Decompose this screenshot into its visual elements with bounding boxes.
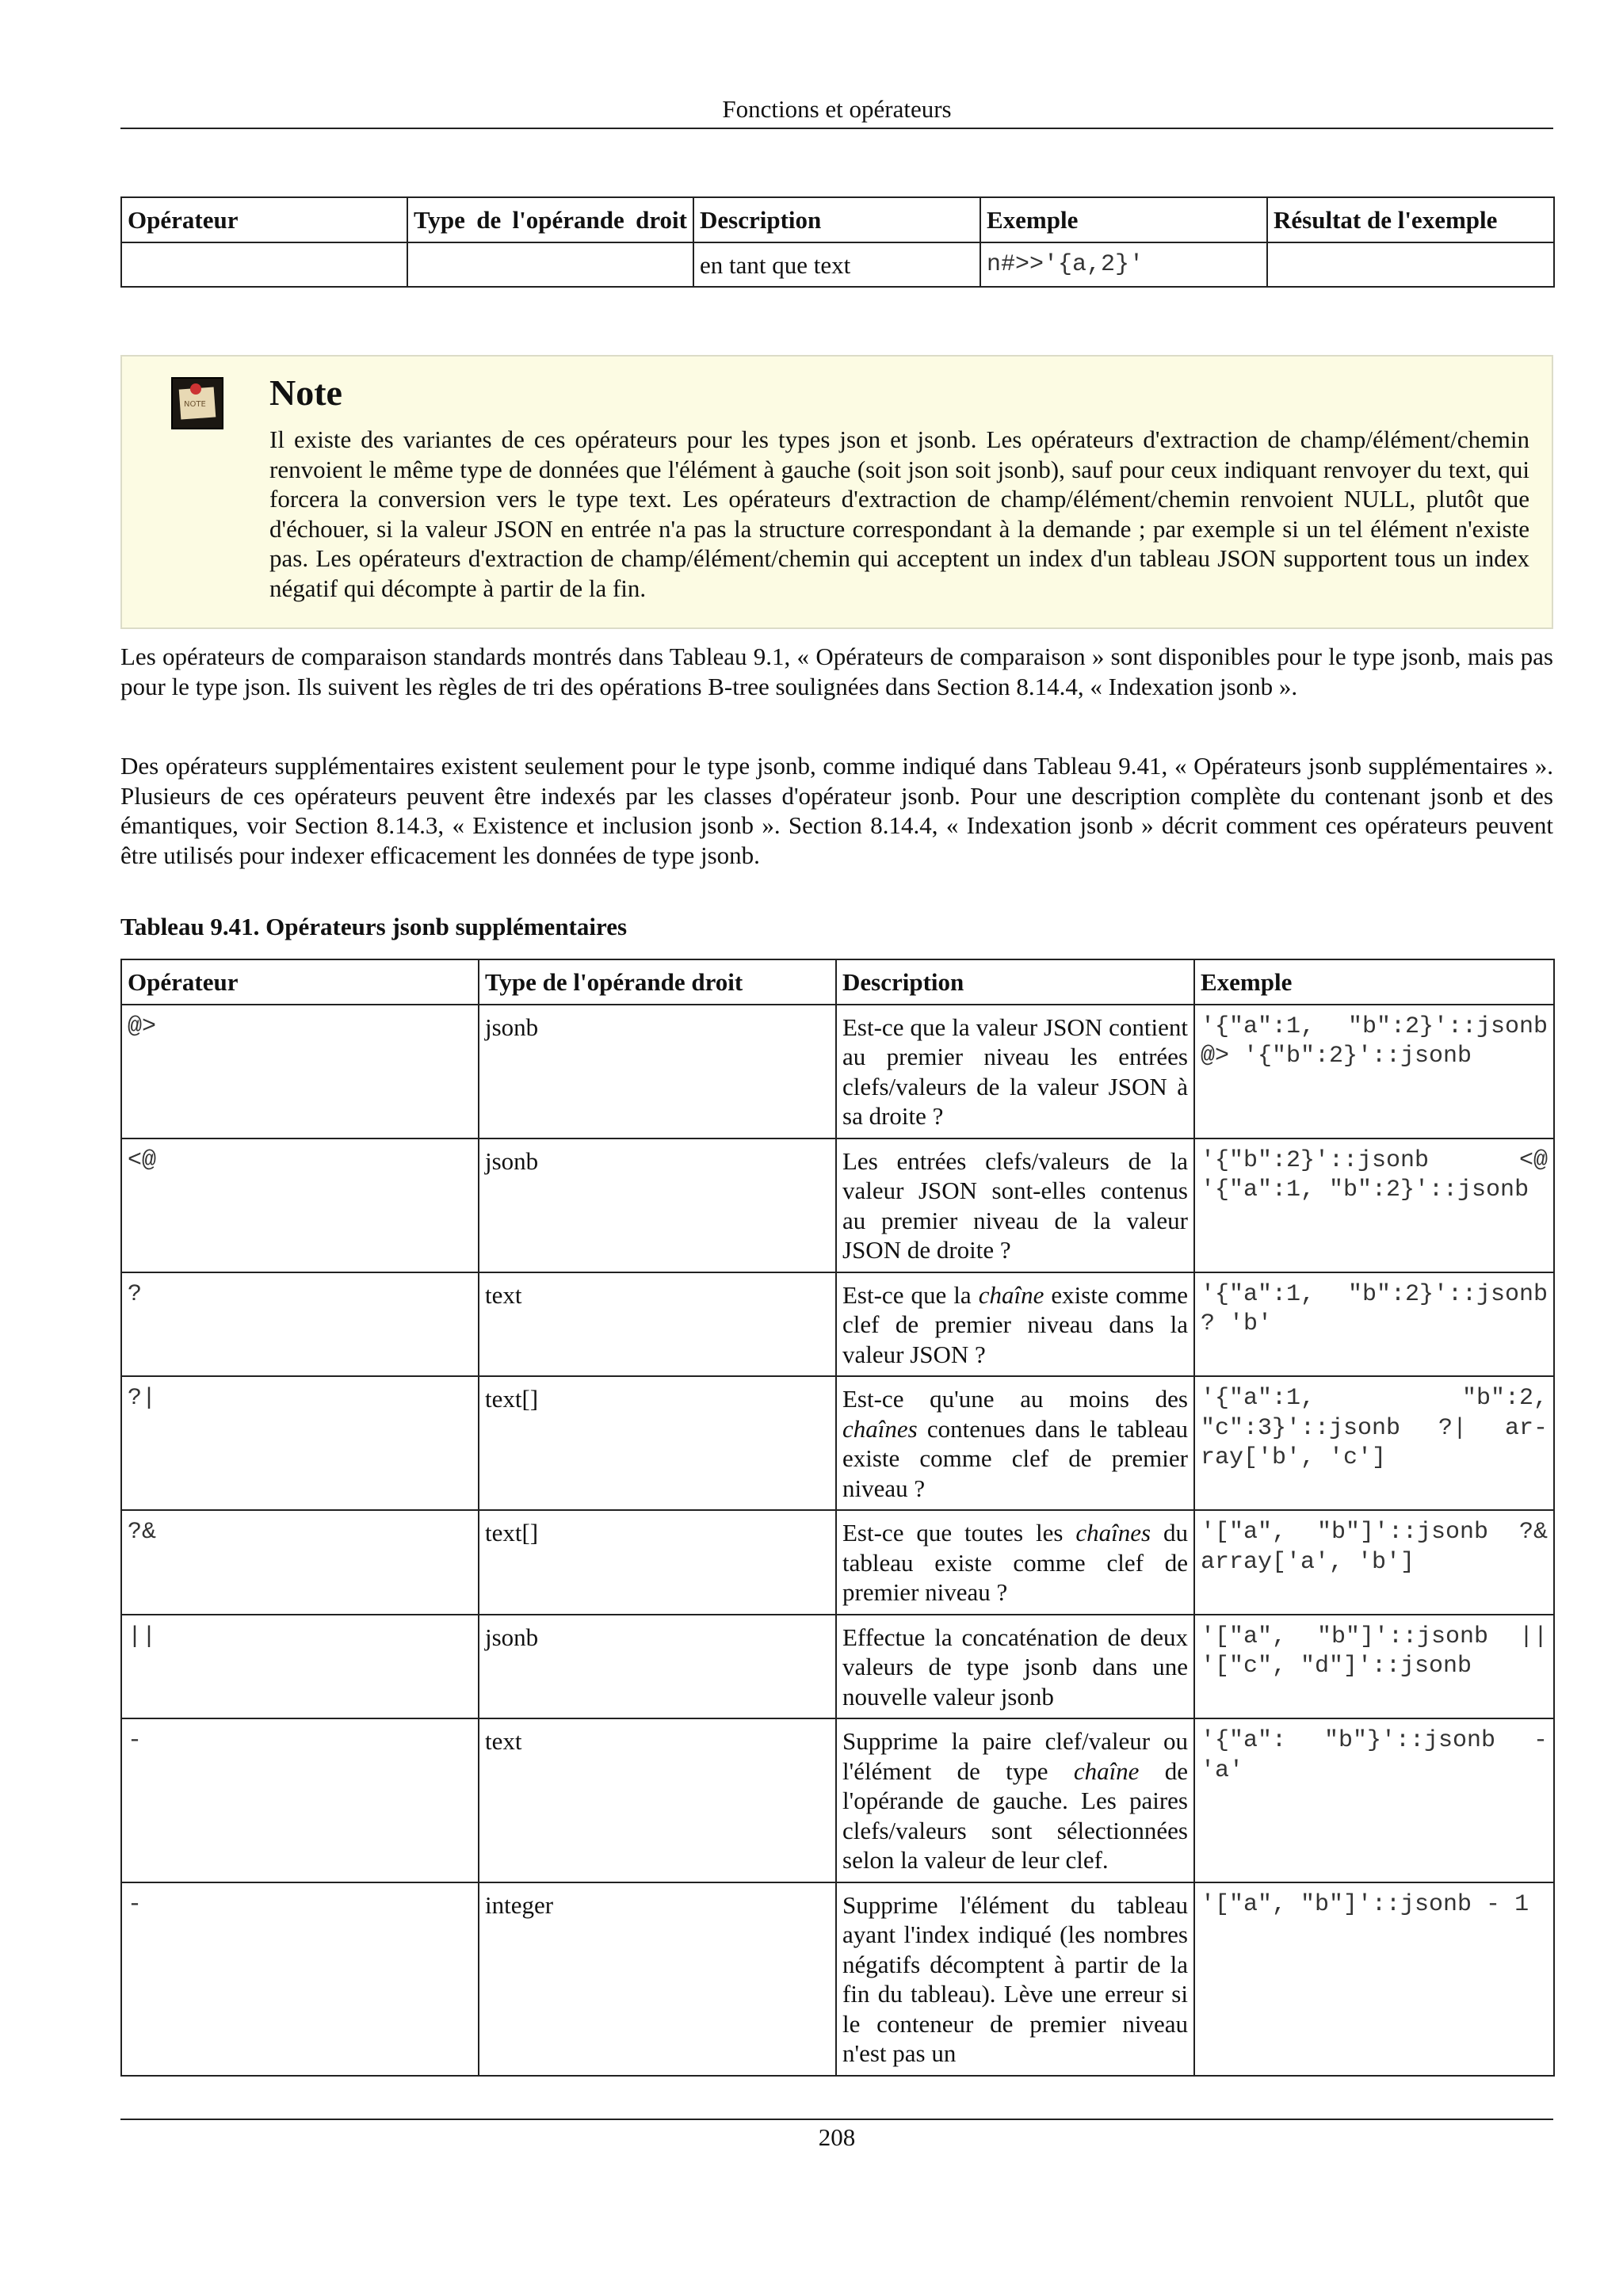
table-row (121, 1510, 1554, 1615)
table-row (121, 1272, 1554, 1377)
column-header: Résultat de l'exemple (1267, 197, 1554, 242)
paragraph: Des opérateurs supplémentaires existent seulement pour le type jsonb, comme indiqué dans Tableau 9.41, « Opérateurs jsonb supplémentaires ». Plusieurs de ces opérateurs peuvent être indexés par les classes d'opérateur jsonb. Pour une description complète du contenant jsonb et des émantiques, voir Section 8.14.3, « Existence et inclusion jsonb ». Section 8.14.4, « Indexation jsonb » décrit comment ces opérateurs peuvent être utilisés pour indexer efficacement les données de type jsonb. (120, 752, 1553, 869)
description-cell: Est-ce que la valeur JSON contient au premier niveau les entrées clefs/valeurs de la valeur JSON à sa droite ? (836, 1005, 1194, 1138)
type-cell: jsonb (479, 1005, 836, 1138)
table-row (121, 1882, 1554, 2076)
description-cell: Les entrées clefs/valeurs de la valeur JSON sont-elles contenus au premier niveau de la valeur JSON de droite ? (836, 1138, 1194, 1272)
operator-cell: || (121, 1615, 479, 1719)
page-number: 208 (818, 2123, 856, 2151)
operator-cell: ?& (121, 1510, 479, 1615)
example-cell: '["a", "b"]'::jsonb - 1 (1194, 1882, 1554, 2076)
example-cell: '{"a":1, "b":2, "c":3}'::jsonb ?| array['b', 'c'] (1194, 1376, 1554, 1510)
table-caption: Tableau 9.41. Opérateurs jsonb supplémentaires (120, 913, 628, 940)
column-header: Type de l'opérande droit (479, 959, 836, 1005)
table-cell (407, 242, 693, 288)
example-cell: '["a", "b"]'::jsonb ?& array['a', 'b'] (1194, 1510, 1554, 1615)
operator-cell: - (121, 1718, 479, 1882)
table-row (121, 1376, 1554, 1510)
column-header: Type de l'opérande droit (407, 197, 693, 242)
type-cell: jsonb (479, 1615, 836, 1719)
description-cell: Est-ce que la chaîne existe comme clef de premier niveau dans la valeur JSON ? (836, 1272, 1194, 1377)
table-cell-example: n#>>'{a,2}' (980, 242, 1267, 288)
operator-cell: ?| (121, 1376, 479, 1510)
example-cell: '{"a":1, "b":2}'::jsonb @> '{"b":2}'::jsonb (1194, 1005, 1554, 1138)
table-cell (1267, 242, 1554, 288)
table-row (121, 1615, 1554, 1719)
note-body: Il existe des variantes de ces opérateurs pour les types json et jsonb. Les opérateurs d'extraction de champ/élément/chemin renvoient le même type de données que l'élément à gauche (soit json soit jsonb), sauf pour ceux indiquant renvoyer du text, qui forcera la conversion vers le type text. Les opérateurs d'extraction de champ/élément/chemin renvoient NULL, plutôt que d'échouer, si la valeur JSON en entrée n'a pas la structure correspondant à la demande ; par exemple si un tel élément n'existe pas. Les opérateurs d'extraction de champ/élément/chemin qui acceptent un index d'un tableau JSON supportent tous un index négatif qui décompte à partir de la fin. (269, 425, 1529, 602)
note-title: Note (269, 372, 342, 413)
table-header-row (121, 197, 1554, 242)
operator-cell: - (121, 1882, 479, 2076)
header-rule (120, 128, 1553, 129)
column-header: Exemple (1194, 959, 1554, 1005)
column-header: Exemple (980, 197, 1267, 242)
example-cell: '{"b":2}'::jsonb <@ '{"a":1, "b":2}'::jsonb (1194, 1138, 1554, 1272)
table-cell (121, 242, 407, 288)
type-cell: text[] (479, 1376, 836, 1510)
operator-cell: @> (121, 1005, 479, 1138)
table-row (121, 1718, 1554, 1882)
type-cell: text (479, 1718, 836, 1882)
description-cell: Supprime l'élément du tableau ayant l'index indiqué (les nombres négatifs décomptent à partir de la fin du tableau). Lève une erreur si le conteneur de premier niveau n'est pas un (836, 1882, 1194, 2076)
description-cell: Supprime la paire clef/valeur ou l'élément de type chaîne de l'opérande de gauche. Les paires clefs/valeurs sont sélectionnées selon la valeur de leur clef. (836, 1718, 1194, 1882)
operator-cell: <@ (121, 1138, 479, 1272)
type-cell: text[] (479, 1510, 836, 1615)
footer-rule (120, 2119, 1553, 2120)
note-icon: NOTE (171, 377, 223, 429)
column-header: Description (693, 197, 980, 242)
table-cell-description: en tant que text (693, 242, 980, 288)
description-cell: Effectue la concaténation de deux valeurs de type jsonb dans une nouvelle valeur jsonb (836, 1615, 1194, 1719)
table-row (121, 242, 1554, 288)
type-cell: text (479, 1272, 836, 1377)
column-header: Opérateur (121, 197, 407, 242)
jsonb-operators-table (120, 959, 1555, 2077)
table-header-row (121, 959, 1554, 1005)
continued-operators-table (120, 196, 1555, 288)
type-cell: integer (479, 1882, 836, 2076)
paragraph: Les opérateurs de comparaison standards montrés dans Tableau 9.1, « Opérateurs de comparaison » sont disponibles pour le type jsonb, mais pas pour le type json. Ils suivent les règles de tri des opérations B-tree soulignées dans Section 8.14.4, « Indexation jsonb ». (120, 643, 1553, 700)
description-cell: Est-ce qu'une au moins des chaînes contenues dans le tableau existe comme clef de premier niveau ? (836, 1376, 1194, 1510)
operator-cell: ? (121, 1272, 479, 1377)
example-cell: '["a", "b"]'::jsonb || '["c", "d"]'::jsonb (1194, 1615, 1554, 1719)
column-header: Description (836, 959, 1194, 1005)
table-row (121, 1138, 1554, 1272)
note-box (120, 355, 1553, 629)
example-cell: '{"a":1, "b":2}'::jsonb ? 'b' (1194, 1272, 1554, 1377)
type-cell: jsonb (479, 1138, 836, 1272)
table-row (121, 1005, 1554, 1138)
example-cell: '{"a": "b"}'::jsonb - 'a' (1194, 1718, 1554, 1882)
running-header: Fonctions et opérateurs (722, 95, 952, 123)
description-cell: Est-ce que toutes les chaînes du tableau existe comme clef de premier niveau ? (836, 1510, 1194, 1615)
column-header: Opérateur (121, 959, 479, 1005)
